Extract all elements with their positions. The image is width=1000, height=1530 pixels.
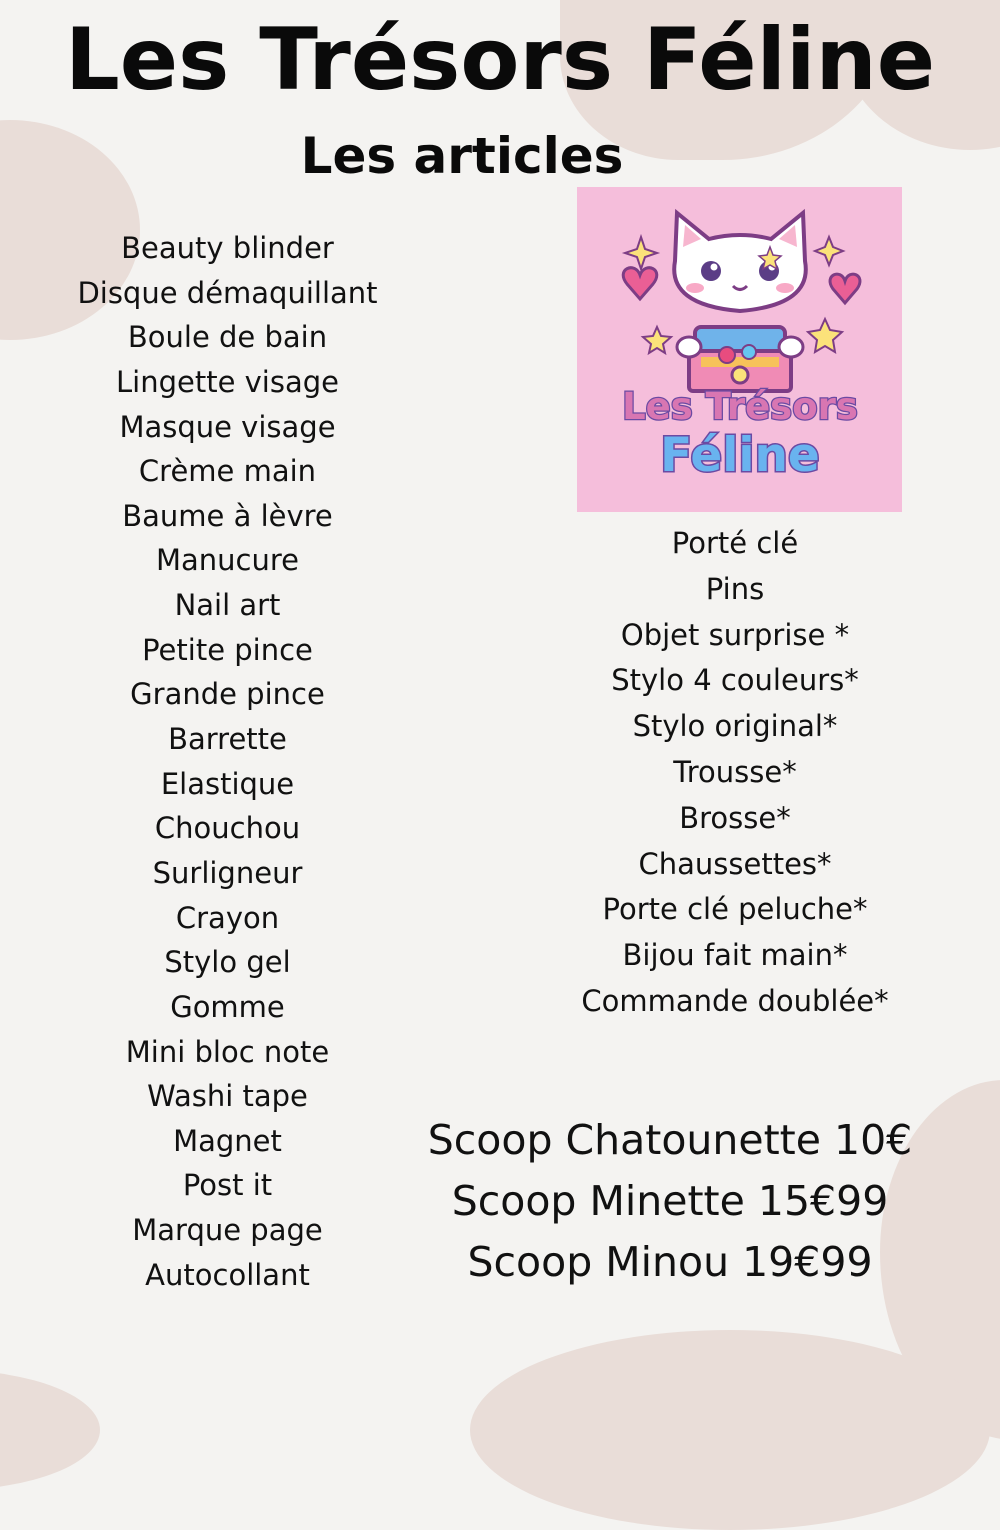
list-item: Gomme bbox=[170, 989, 285, 1024]
price-item-minette: Scoop Minette 15€99 bbox=[451, 1177, 889, 1225]
list-item: Nail art bbox=[174, 588, 281, 623]
list-item: Stylo gel bbox=[164, 945, 291, 980]
list-item: Washi tape bbox=[147, 1079, 308, 1114]
list-item: Stylo original* bbox=[632, 709, 838, 744]
list-item: Stylo 4 couleurs* bbox=[611, 663, 859, 698]
price-list bbox=[400, 1110, 940, 1293]
section-subtitle: Les articles bbox=[300, 127, 624, 185]
list-item: Mini bloc note bbox=[125, 1034, 330, 1069]
list-item: Porté clé bbox=[671, 526, 799, 560]
list-item: Chaussettes* bbox=[638, 846, 832, 881]
list-item: Disque démaquillant bbox=[77, 275, 378, 310]
list-item: Crème main bbox=[138, 454, 317, 489]
list-item: Petite pince bbox=[142, 632, 313, 667]
list-item: Elastique bbox=[160, 766, 295, 801]
price-item-minou: Scoop Minou 19€99 bbox=[467, 1238, 873, 1286]
background-blob-bottom-left bbox=[0, 1370, 100, 1490]
logo-text-line1: Les Trésors bbox=[622, 385, 858, 428]
background-blob-bottom bbox=[470, 1330, 990, 1530]
list-item: Bijou fait main* bbox=[622, 938, 848, 973]
list-item: Barrette bbox=[168, 722, 287, 757]
list-item: Baume à lèvre bbox=[122, 498, 333, 533]
list-item: Grande pince bbox=[130, 677, 325, 712]
list-item: Objet surprise * bbox=[620, 617, 850, 652]
list-item: Manucure bbox=[155, 543, 299, 578]
cat-treasure-logo-icon bbox=[577, 187, 902, 512]
logo-text-line2: Féline bbox=[660, 428, 820, 483]
list-item: Boule de bain bbox=[127, 320, 328, 355]
list-item: Beauty blinder bbox=[121, 231, 334, 265]
list-item: Masque visage bbox=[119, 409, 336, 444]
page-title: Les Trésors Féline bbox=[64, 10, 936, 110]
list-item: Porte clé peluche* bbox=[602, 892, 868, 927]
list-item: Post it bbox=[182, 1168, 273, 1203]
list-item: Brosse* bbox=[679, 800, 791, 835]
list-item: Crayon bbox=[175, 900, 280, 935]
list-item: Surligneur bbox=[152, 855, 303, 890]
list-item: Magnet bbox=[173, 1123, 282, 1158]
list-item: Commande doublée* bbox=[581, 983, 889, 1018]
list-item: Lingette visage bbox=[116, 364, 339, 399]
list-item: Marque page bbox=[132, 1213, 323, 1248]
right-items-list bbox=[540, 521, 930, 1025]
list-item: Pins bbox=[705, 571, 765, 606]
list-item: Autocollant bbox=[145, 1257, 310, 1292]
price-item-chatounette: Scoop Chatounette 10€ bbox=[427, 1116, 913, 1164]
list-item: Trousse* bbox=[673, 754, 797, 789]
brand-logo bbox=[577, 187, 902, 512]
left-items-list bbox=[30, 226, 425, 1297]
list-item: Chouchou bbox=[154, 811, 301, 846]
